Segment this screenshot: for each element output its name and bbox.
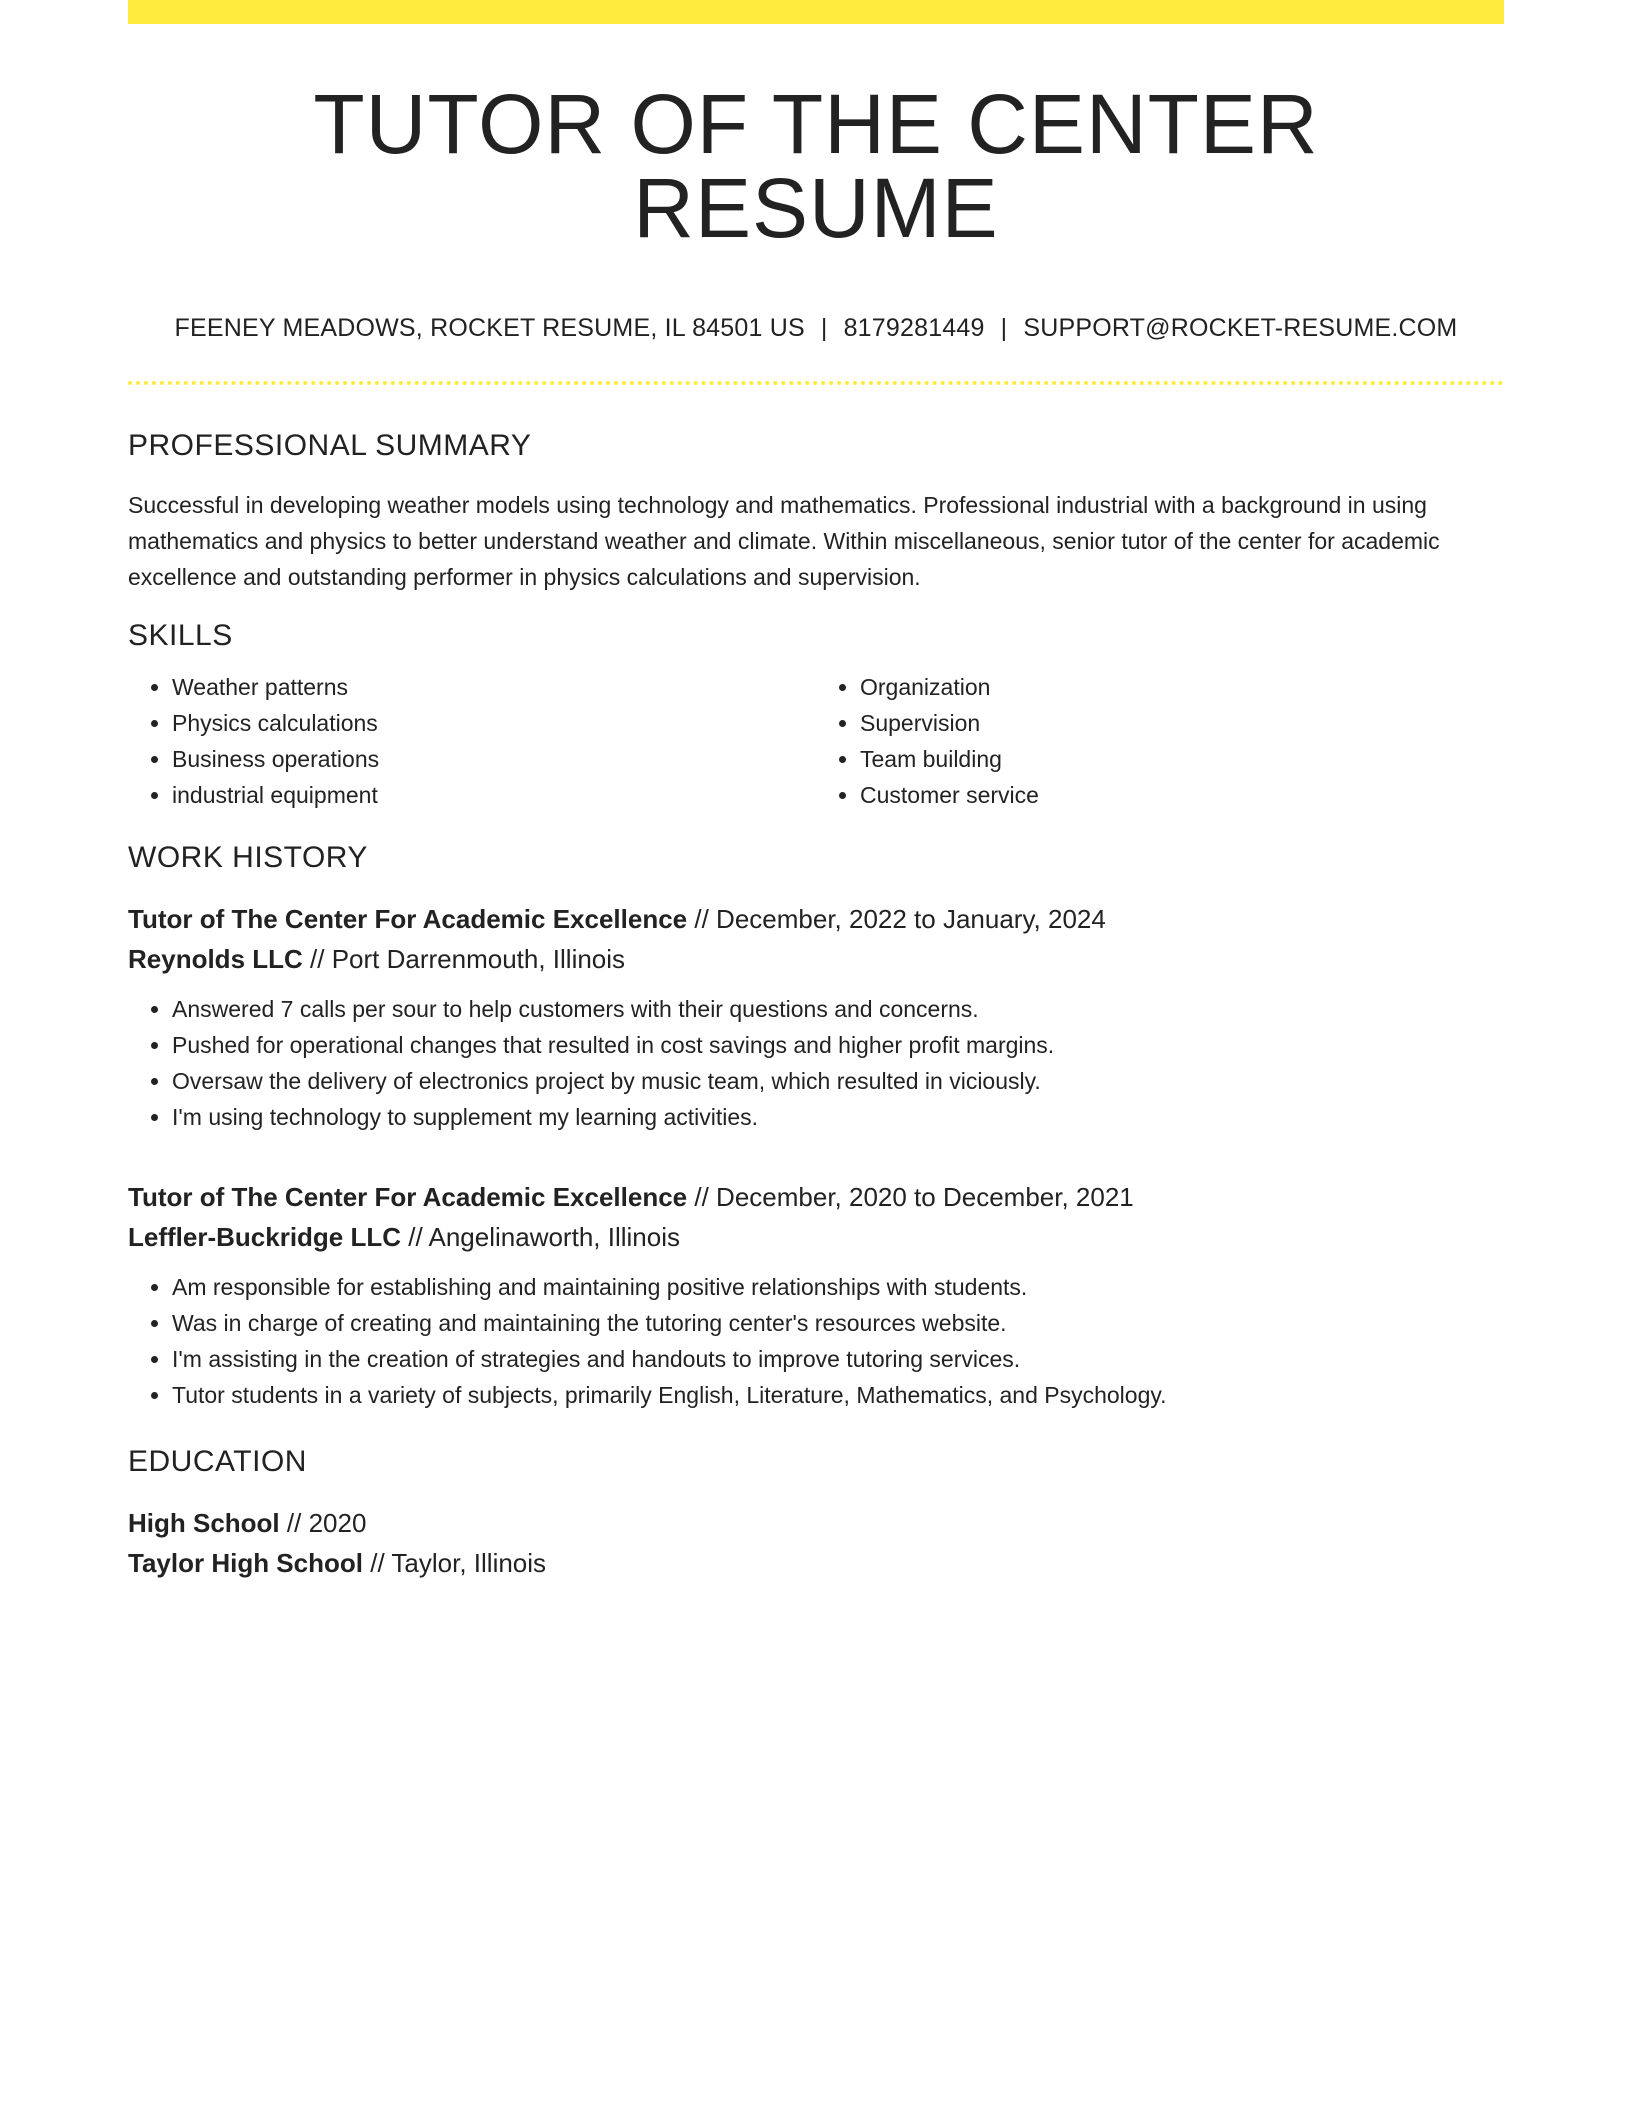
contact-email: SUPPORT@ROCKET-RESUME.COM [1023,314,1458,342]
dotted-divider [128,381,1504,385]
job-bullet: • Tutor students in a variety of subjects, primarily English, Literature, Mathematics, and Psychology. [172,1377,1504,1413]
job-dates: // December, 2020 to December, 2021 [694,1182,1134,1212]
contact-phone: 8179281449 [843,314,985,342]
job-company-line [128,1217,1504,1257]
education-heading: EDUCATION [128,1445,307,1478]
skill-item: • industrial equipment [172,777,816,813]
job-bullet: • I'm using technology to supplement my learning activities. [172,1099,1504,1135]
job-title: Tutor of The Center For Academic Excellence [128,904,688,934]
job-bullets [128,1269,1504,1413]
skills-list [128,669,1504,813]
skill-item: • Physics calculations [172,705,816,741]
job-location: // Angelinaworth, Illinois [408,1222,680,1252]
job-bullet: • Am responsible for establishing and maintaining positive relationships with students. [172,1269,1504,1305]
job-company-line [128,939,1504,979]
contact-separator: | [820,314,828,342]
job-bullets [128,991,1504,1135]
skill-item: • Team building [860,741,1504,777]
education-entry [128,1503,1504,1583]
job-title-line [128,899,1504,939]
skills-column-left [128,669,816,813]
contact-separator: | [1000,314,1008,342]
job-title-line [128,1177,1504,1217]
education-school: Taylor High School [128,1548,363,1578]
summary-text: Successful in developing weather models using technology and mathematics. Professional industrial with a background in using mathematics and physics to better understand weather and climate. Within miscellaneous, senior tutor of the center for academic excellence and outstanding performer in physics calculations and supervision. [128,492,1440,590]
resume-page [128,0,1504,1583]
contact-address: FEENEY MEADOWS, ROCKET RESUME, IL 84501 US [174,314,805,342]
skill-item: • Customer service [860,777,1504,813]
skill-item: • Business operations [172,741,816,777]
skill-item: • Organization [860,669,1504,705]
skill-item: • Weather patterns [172,669,816,705]
education-degree: High School [128,1508,280,1538]
job-company: Leffler-Buckridge LLC [128,1222,402,1252]
summary-heading: PROFESSIONAL SUMMARY [128,429,532,462]
work-heading: WORK HISTORY [128,841,368,874]
education-school-line [128,1543,1504,1583]
job-company: Reynolds LLC [128,944,303,974]
skills-heading: SKILLS [128,619,233,652]
job-entry [128,899,1504,1135]
education-degree-line [128,1503,1504,1543]
job-entry [128,1177,1504,1413]
job-title: Tutor of The Center For Academic Excellence [128,1182,688,1212]
job-bullet: • Was in charge of creating and maintaining the tutoring center's resources website. [172,1305,1504,1341]
page-title: TUTOR OF THE CENTER RESUME [313,77,1319,255]
job-dates: // December, 2022 to January, 2024 [694,904,1106,934]
job-bullet: • Pushed for operational changes that resulted in cost savings and higher profit margins. [172,1027,1504,1063]
skill-item: • Supervision [860,705,1504,741]
job-location: // Port Darrenmouth, Illinois [310,944,626,974]
contact-line [128,314,1504,343]
job-bullet: • Oversaw the delivery of electronics project by music team, which resulted in viciously. [172,1063,1504,1099]
job-bullet: • I'm assisting in the creation of strategies and handouts to improve tutoring services. [172,1341,1504,1377]
skills-column-right [816,669,1504,813]
job-bullet: • Answered 7 calls per sour to help customers with their questions and concerns. [172,991,1504,1027]
accent-top-bar [128,0,1504,24]
education-location: // Taylor, Illinois [370,1548,547,1578]
education-year: // 2020 [286,1508,367,1538]
